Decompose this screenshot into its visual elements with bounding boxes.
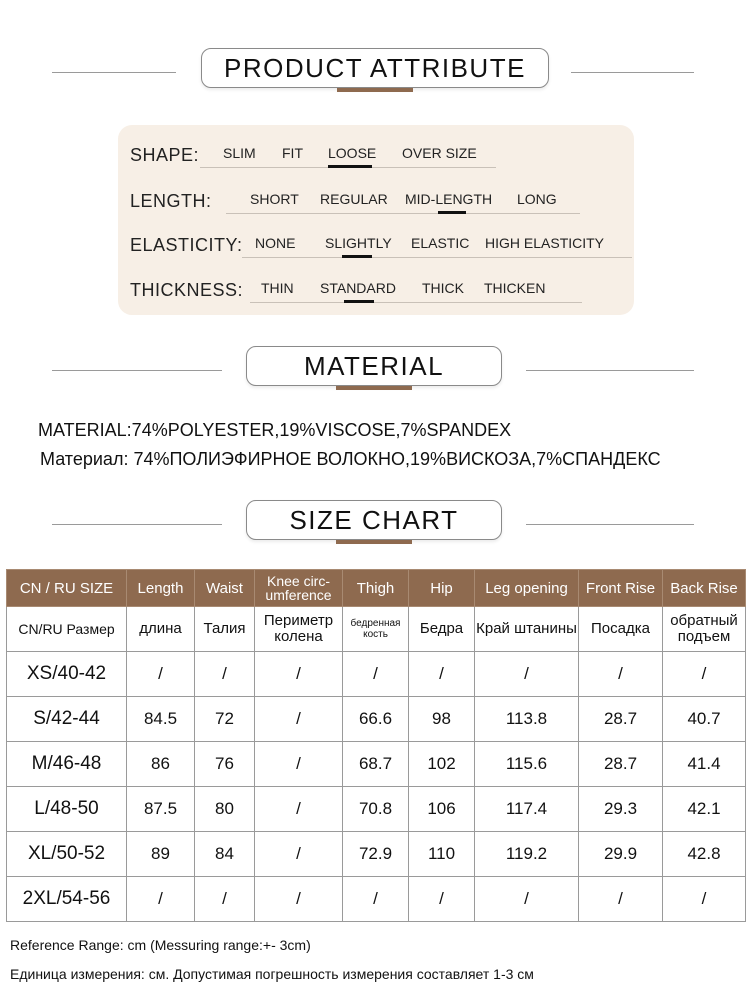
size-cell: S/42-44 [7, 697, 127, 742]
table-cell: / [127, 652, 195, 697]
size-chart-table [6, 569, 746, 922]
attr-option: LONG [517, 191, 557, 207]
column-header-ru: Талия [195, 607, 255, 652]
table-cell: / [475, 877, 579, 922]
table-cell: / [343, 652, 409, 697]
column-header: Length [127, 570, 195, 607]
table-cell: / [255, 697, 343, 742]
attr-options [242, 235, 632, 258]
table-cell: / [579, 877, 663, 922]
size-cell: M/46-48 [7, 742, 127, 787]
column-header: Knee circ-umference [255, 570, 343, 607]
attr-label: SHAPE: [130, 145, 200, 165]
size-chart-header [0, 500, 750, 550]
table-row [7, 742, 746, 787]
header-rule-left [52, 370, 222, 371]
column-header: Leg opening [475, 570, 579, 607]
table-cell: / [343, 877, 409, 922]
attr-option: FIT [282, 145, 303, 161]
column-header-ru: Край штанины [475, 607, 579, 652]
table-cell: / [409, 877, 475, 922]
header-rule-right [526, 370, 694, 371]
attr-option: HIGH ELASTICITY [485, 235, 605, 251]
table-cell: / [255, 832, 343, 877]
column-header-ru: Бедра [409, 607, 475, 652]
table-cell: / [195, 652, 255, 697]
table-cell: / [255, 877, 343, 922]
table-cell: 115.6 [475, 742, 579, 787]
attr-option: NONE [255, 235, 296, 251]
column-header: Front Rise [579, 570, 663, 607]
table-cell: 28.7 [579, 697, 663, 742]
table-cell: 110 [409, 832, 475, 877]
header-accent-bar [336, 386, 412, 390]
product-attribute-title: PRODUCT ATTRIBUTE [201, 48, 549, 88]
size-chart-title: SIZE CHART [246, 500, 502, 540]
table-row [7, 832, 746, 877]
table-cell: 117.4 [475, 787, 579, 832]
table-cell: 72.9 [343, 832, 409, 877]
attr-options [250, 280, 582, 303]
header-accent-bar [337, 88, 413, 92]
table-row [7, 652, 746, 697]
table-cell: 80 [195, 787, 255, 832]
column-header: Hip [409, 570, 475, 607]
header-rule-left [52, 72, 176, 73]
selected-marker [328, 165, 372, 168]
table-row [7, 787, 746, 832]
header-rule-right [526, 524, 694, 525]
table-header-row-ru [7, 607, 746, 652]
attr-option: LOOSE [328, 145, 377, 161]
table-cell: 98 [409, 697, 475, 742]
attr-option: SLIGHTLY [325, 235, 392, 251]
table-cell: / [255, 787, 343, 832]
attribute-panel [118, 125, 634, 315]
table-cell: 42.1 [663, 787, 746, 832]
attr-option: REGULAR [320, 191, 388, 207]
attr-row-thickness [130, 274, 634, 304]
table-row [7, 877, 746, 922]
selected-marker [438, 211, 466, 214]
attr-option: THIN [261, 280, 294, 296]
material-composition-en: MATERIAL:74%POLYESTER,19%VISCOSE,7%SPANDEX [38, 420, 512, 440]
attr-label: ELASTICITY: [130, 235, 243, 255]
table-cell: 89 [127, 832, 195, 877]
column-header-ru: длина [127, 607, 195, 652]
table-cell: / [579, 652, 663, 697]
table-cell: 41.4 [663, 742, 746, 787]
table-cell: 76 [195, 742, 255, 787]
table-cell: 68.7 [343, 742, 409, 787]
attr-row-length [130, 185, 634, 215]
size-cell: 2XL/54-56 [7, 877, 127, 922]
material-title: MATERIAL [246, 346, 502, 386]
selected-marker [342, 255, 372, 258]
table-cell: 113.8 [475, 697, 579, 742]
table-cell: 119.2 [475, 832, 579, 877]
attr-option: ELASTIC [411, 235, 470, 251]
header-rule-right [571, 72, 694, 73]
attr-option: SLIM [223, 145, 256, 161]
measurement-note-ru: Единица измерения: см. Допустимая погрешность измерения составляет 1-3 см [10, 966, 534, 982]
table-row [7, 697, 746, 742]
attr-option: SHORT [250, 191, 299, 207]
header-accent-bar [336, 540, 412, 544]
table-cell: 29.3 [579, 787, 663, 832]
table-cell: 87.5 [127, 787, 195, 832]
table-cell: / [475, 652, 579, 697]
attr-row-shape [130, 139, 634, 169]
material-header [0, 346, 750, 396]
table-cell: / [663, 877, 746, 922]
table-cell: 72 [195, 697, 255, 742]
attr-options [226, 191, 580, 214]
size-cell: XL/50-52 [7, 832, 127, 877]
table-cell: 102 [409, 742, 475, 787]
table-cell: 106 [409, 787, 475, 832]
product-attribute-header [0, 48, 750, 98]
column-header-ru: Периметр колена [255, 607, 343, 652]
selected-marker [344, 300, 374, 303]
table-cell: / [255, 652, 343, 697]
table-cell: 29.9 [579, 832, 663, 877]
table-cell: / [255, 742, 343, 787]
column-header: Back Rise [663, 570, 746, 607]
attr-label: LENGTH: [130, 191, 212, 211]
table-cell: 84.5 [127, 697, 195, 742]
table-cell: 40.7 [663, 697, 746, 742]
attr-label: THICKNESS: [130, 280, 244, 300]
column-header: Thigh [343, 570, 409, 607]
table-header-row [7, 570, 746, 607]
table-cell: 86 [127, 742, 195, 787]
attr-option: STANDARD [320, 280, 396, 296]
material-composition-ru: Материал: 74%ПОЛИЭФИРНОЕ ВОЛОКНО,19%ВИСКОЗА,7%СПАНДЕКС [40, 449, 661, 469]
table-cell: / [409, 652, 475, 697]
attr-option: MID-LENGTH [405, 191, 493, 207]
table-cell: / [195, 877, 255, 922]
table-cell: / [127, 877, 195, 922]
attr-options [200, 145, 496, 168]
table-cell: 66.6 [343, 697, 409, 742]
attr-option: THICK [422, 280, 464, 296]
attr-row-elasticity [130, 229, 634, 259]
column-header-ru: CN/RU Размер [7, 607, 127, 652]
table-cell: 70.8 [343, 787, 409, 832]
attr-option: THICKEN [484, 280, 546, 296]
column-header-ru: обратный подъем [663, 607, 746, 652]
size-cell: L/48-50 [7, 787, 127, 832]
table-cell: 28.7 [579, 742, 663, 787]
column-header: Waist [195, 570, 255, 607]
table-cell: / [663, 652, 746, 697]
reference-range-note: Reference Range: cm (Messuring range:+- 3cm) [10, 937, 311, 953]
column-header-ru: бедренная кость [343, 607, 409, 652]
table-cell: 42.8 [663, 832, 746, 877]
attr-option: OVER SIZE [402, 145, 477, 161]
column-header-ru: Посадка [579, 607, 663, 652]
header-rule-left [52, 524, 222, 525]
table-cell: 84 [195, 832, 255, 877]
column-header: CN / RU SIZE [7, 570, 127, 607]
size-cell: XS/40-42 [7, 652, 127, 697]
